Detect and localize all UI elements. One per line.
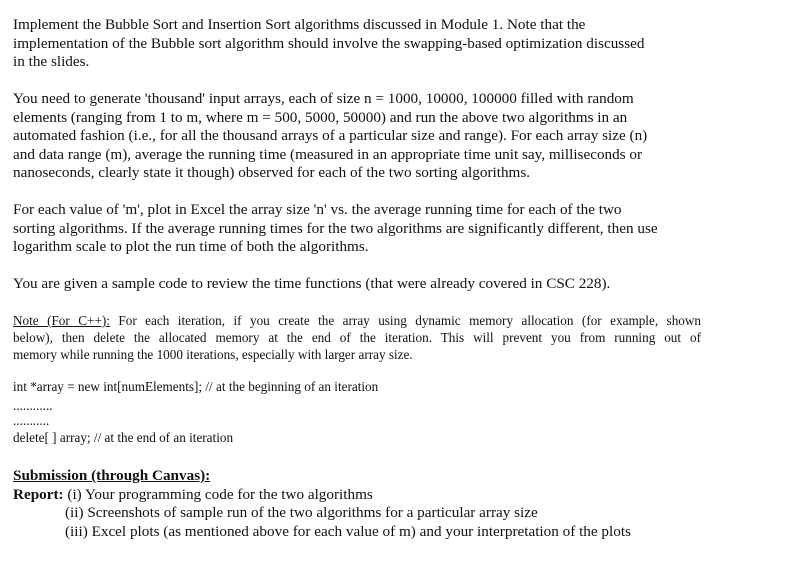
generate-line: automated fashion (i.e., for all the thousand arrays of a particular size and range). For each array size (n) bbox=[13, 127, 648, 145]
plot-line: For each value of 'm', plot in Excel the array size 'n' vs. the average running time for each of the two bbox=[13, 201, 622, 218]
note-label: Note (For C++): bbox=[13, 313, 110, 328]
submission-section bbox=[13, 467, 631, 541]
intro-paragraph bbox=[13, 16, 644, 72]
report-line bbox=[13, 486, 631, 505]
note-paragraph bbox=[13, 312, 701, 363]
generate-paragraph bbox=[13, 90, 647, 183]
plot-line: sorting algorithms. If the average running times for the two algorithms are significantly different, then use bbox=[13, 219, 658, 237]
sample-code-line: You are given a sample code to review the time functions (that were already covered in CSC 228). bbox=[13, 275, 611, 292]
code-alloc-line: int *array = new int[numElements]; // at the beginning of an iteration bbox=[13, 379, 379, 394]
note-first-line bbox=[13, 312, 701, 329]
code-ellipsis: ............ bbox=[13, 398, 53, 413]
generate-line: elements (ranging from 1 to m, where m = 500, 5000, 50000) and run the above two algorithms in an bbox=[13, 108, 628, 126]
generate-line: You need to generate 'thousand' input arrays, each of size n = 1000, 10000, 100000 filled with random bbox=[13, 90, 634, 107]
code-ellipsis: ........... bbox=[13, 413, 50, 428]
report-label: Report: bbox=[13, 485, 64, 503]
note-line: below), then delete the allocated memory at the end of the iteration. This will prevent you from running out of bbox=[13, 330, 701, 345]
report-item: (iii) Excel plots (as mentioned above for each value of m) and your interpretation of the plots bbox=[65, 522, 631, 540]
report-item: (i) Your programming code for the two algorithms bbox=[63, 485, 373, 503]
submission-heading: Submission (through Canvas): bbox=[13, 467, 211, 484]
plot-paragraph bbox=[13, 201, 658, 257]
note-line: memory while running the 1000 iterations, especially with larger array size. bbox=[13, 347, 413, 362]
generate-line: nanoseconds, clearly state it though) observed for each of the two sorting algorithms. bbox=[13, 164, 531, 182]
plot-line: logarithm scale to plot the run time of both the algorithms. bbox=[13, 238, 369, 256]
intro-line: in the slides. bbox=[13, 53, 90, 71]
sample-code-paragraph bbox=[13, 275, 610, 294]
intro-line: implementation of the Bubble sort algorithm should involve the swapping-based optimization discussed bbox=[13, 34, 645, 52]
intro-line: Implement the Bubble Sort and Insertion Sort algorithms discussed in Module 1. Note that the bbox=[13, 16, 586, 33]
note-first-line-text: For each iteration, if you create the array using dynamic memory allocation (for example, shown bbox=[109, 313, 701, 328]
report-item: (ii) Screenshots of sample run of the two algorithms for a particular array size bbox=[65, 504, 538, 522]
generate-line: and data range (m), average the running time (measured in an appropriate time unit say, milliseconds or bbox=[13, 145, 643, 163]
code-delete-line: delete[ ] array; // at the end of an iteration bbox=[13, 430, 234, 445]
